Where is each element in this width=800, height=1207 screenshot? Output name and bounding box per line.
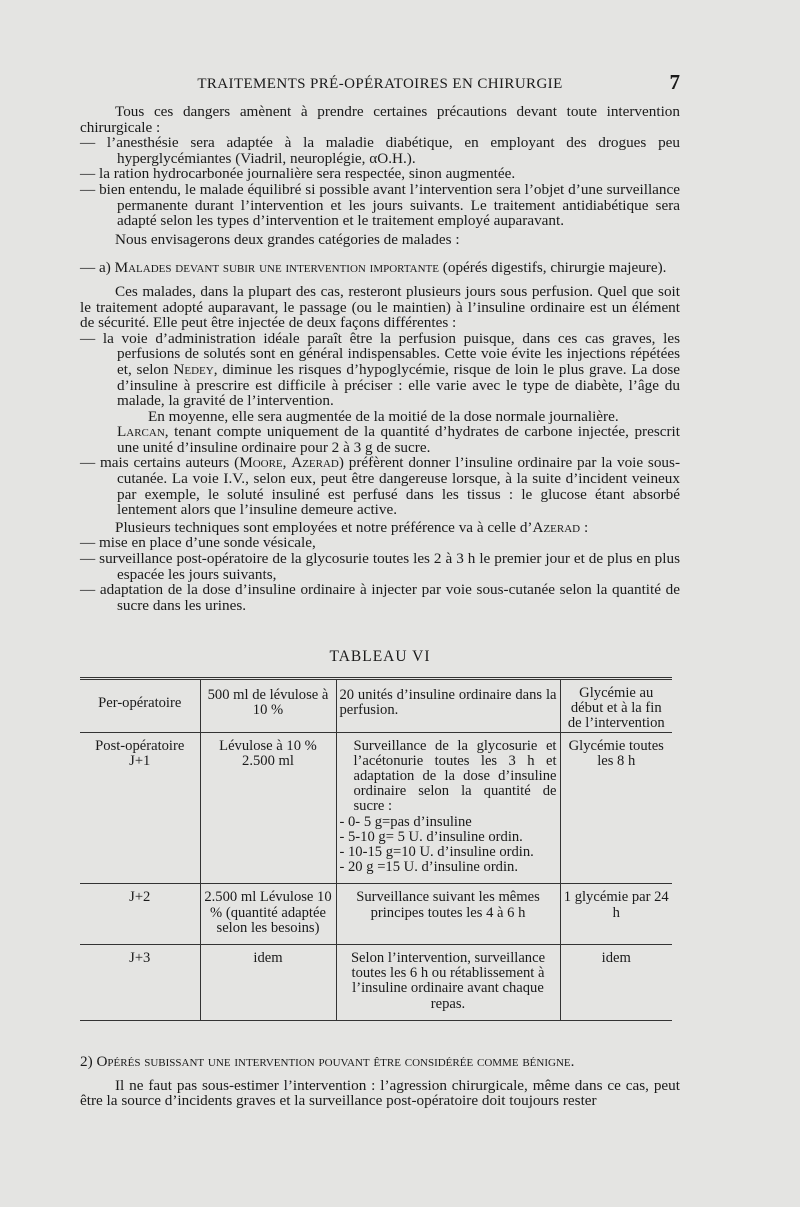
table-cell: 2.500 ml Lévulose 10 % (quantité adaptée selon les besoins) <box>200 884 336 945</box>
section-label: a) <box>98 259 115 277</box>
page-number: 7 <box>669 70 680 94</box>
text-run: , tenant compte uniquement de la quantité d’hydrates de carbone injectée, prescrit une unité d’insuline ordinaire pour 2 à 3 g de sucre. <box>117 423 680 456</box>
table-cell: Glycémie au début et à la fin de l’intervention <box>560 679 672 733</box>
running-title: TRAITEMENTS PRÉ-OPÉRATOIRES EN CHIRURGIE <box>197 76 563 92</box>
table-cell: Glycémie toutes les 8 h <box>560 732 672 884</box>
table-row <box>80 945 672 1021</box>
table-cell: 1 glycémie par 24 h <box>560 884 672 945</box>
section-title: Opérés subissant une intervention pouvant être considérée comme bénigne. <box>96 1053 575 1070</box>
closing-text <box>80 1054 680 1109</box>
dose-line: - 10-15 g=10 U. d’insuline ordin. <box>339 844 534 861</box>
list-item: — mise en place d’une sonde vésicale, <box>80 535 680 551</box>
list-item: — la ration hydrocarbonée journalière sera respectée, sinon augmentée. <box>80 166 680 182</box>
paragraph-malades: Ces malades, dans la plupart des cas, resteront plusieurs jours sous perfusion. Quel que soit le traitement adopté auparavant, le passage (ou le maintien) à l’insuline ordinaire est un élément de sécurité. Elle peut être injectée de deux façons différentes : <box>80 282 680 332</box>
table-cell: J+2 <box>80 884 200 945</box>
text-run: , <box>282 454 292 472</box>
text-run: mais certains auteurs ( <box>99 454 240 472</box>
section-title: Malades devant subir une intervention importante <box>114 259 439 277</box>
paragraph-final: Il ne faut pas sous-estimer l’intervention : l’agression chirurgicale, même dans ce cas, peut être la source d’incidents graves et la surveillance post-opératoire doit toujours rester <box>80 1076 680 1110</box>
paragraph-intro: Tous ces dangers amènent à prendre certaines précautions devant toute intervention chirurgicale : <box>80 103 680 136</box>
text-run: Plusieurs techniques sont employées et notre préférence va à celle d’ <box>115 518 533 536</box>
section-subtitle: (opérés digestifs, chirurgie majeure). <box>439 259 667 277</box>
table-cell: Selon l’intervention, surveillance toutes les 6 h ou rétablissement à l’insuline ordinaire avant chaque repas. <box>336 945 560 1021</box>
cell-text: Surveillance de la glycosurie et l’acétonurie toutes les 3 h et adaptation de la dose d’insuline ordinaire selon la quantité de sucre : <box>353 737 557 815</box>
list-item <box>80 331 680 409</box>
table-row <box>80 679 672 733</box>
list-item <box>80 455 680 517</box>
section-label: 2) <box>80 1053 97 1070</box>
author-name: Azerad <box>291 454 339 472</box>
cell-line: J+1 <box>129 752 151 769</box>
table-cell: Per-opératoire <box>80 679 200 733</box>
table-title: TABLEAU VI <box>329 648 431 665</box>
text-run: ) préfèrent donner l’insuline ordinaire par la voie sous-cutanée. La voie I.V., selon eux, peut être dangereuse lorsque, à la suite d’incident veineux par exemple, le soluté insuliné est perfusé dans les tissus : le glucose étant absorbé lentement alors que l’insuline demeure active. <box>117 454 680 519</box>
author-name: Azerad <box>532 518 581 536</box>
table-cell: 500 ml de lévulose à 10 % <box>200 679 336 733</box>
table-cell: idem <box>200 945 336 1021</box>
table-cell <box>200 732 336 884</box>
paragraph-techniques <box>80 520 680 536</box>
section-heading-2 <box>80 1054 680 1070</box>
paragraph-larcan <box>80 424 680 455</box>
running-header <box>80 70 680 96</box>
list-item: — adaptation de la dose d’insuline ordinaire à injecter par voie sous-cutanée selon la quantité de sucre dans les urines. <box>80 582 680 613</box>
table-cell <box>80 732 200 884</box>
table-row <box>80 732 672 884</box>
cell-line: Post-opératoire <box>95 737 185 754</box>
text-run: , diminue les risques d’hypoglycémie, risque de loin le plus grave. La dose d’insuline à prescrire est difficile à préciser : elle varie avec le type de diabète, l’âge du malade, la gravité de l’intervention. <box>117 360 680 410</box>
text-run: la voie d’administration idéale paraît être la perfusion puisque, dans ces cas graves, les perfusions de solutés sont en général indispensables. Cette voie évite les injections répétées et, selon <box>102 329 680 378</box>
dose-line: - 0- 5 g=pas d’insuline <box>339 813 472 830</box>
table-cell <box>336 732 560 884</box>
table-cell: 20 unités d’insuline ordinaire dans la perfusion. <box>336 679 560 733</box>
list-item: — l’anesthésie sera adaptée à la maladie diabétique, en employant des drogues peu hyperglycémiantes (Viadril, neuroplégie, αO.H.). <box>80 135 680 166</box>
text-run: : <box>580 518 589 536</box>
treatment-table <box>80 677 672 1021</box>
table-cell: idem <box>560 945 672 1021</box>
list-item: — surveillance post-opératoire de la glycosurie toutes les 2 à 3 h le premier jour et de plus en plus espacée les jours suivants, <box>80 551 680 582</box>
list-item: — bien entendu, le malade équilibré si possible avant l’intervention sera l’objet d’une surveillance permanente durant l’intervention et les jours suivants. Le traitement antidiabétique sera adapté selon les types d’intervention et le traitement employé auparavant. <box>80 182 680 229</box>
cell-line: 2.500 ml <box>242 752 294 769</box>
table-cell: Surveillance suivant les mêmes principes toutes les 4 à 6 h <box>336 884 560 945</box>
author-name: Nedey <box>173 360 214 378</box>
dose-line: - 20 g =15 U. d’insuline ordin. <box>339 859 518 876</box>
paragraph-moyenne: En moyenne, elle sera augmentée de la moitié de la dose normale journalière. <box>148 407 619 425</box>
table-cell: J+3 <box>80 945 200 1021</box>
section-heading-a <box>80 260 680 276</box>
paragraph-categories: Nous envisagerons deux grandes catégories de malades : <box>115 230 460 248</box>
cell-line: Lévulose à 10 % <box>219 737 317 754</box>
main-text <box>80 104 680 613</box>
dose-line: - 5-10 g= 5 U. d’insuline ordin. <box>339 828 523 845</box>
table-row <box>80 884 672 945</box>
author-name: Moore <box>239 454 283 472</box>
author-name: Larcan <box>117 423 165 441</box>
